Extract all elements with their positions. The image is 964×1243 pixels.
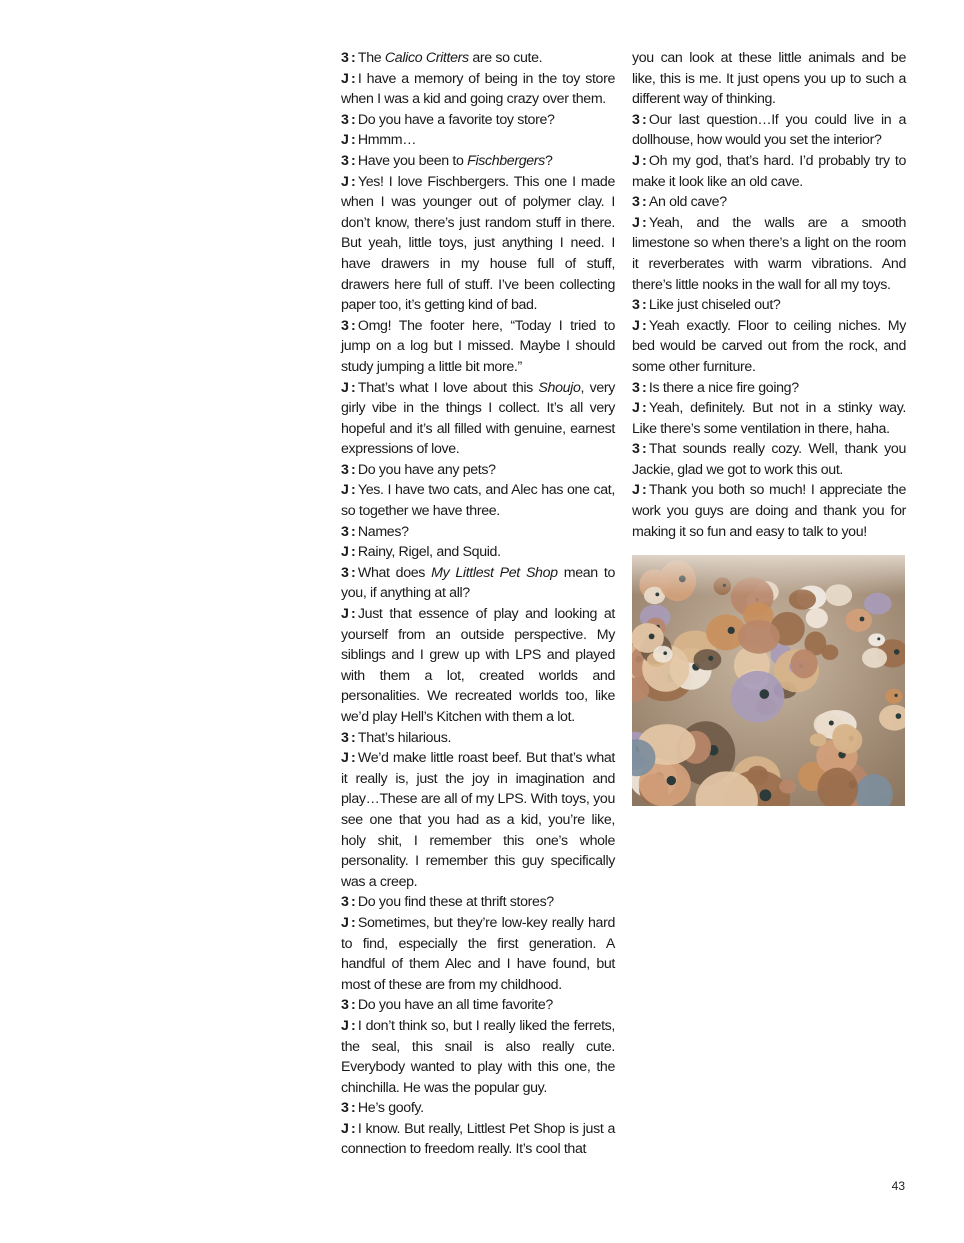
speaker-label: 3 xyxy=(341,1100,349,1117)
interview-paragraph: J : Yes. I have two cats, and Alec has one cat, so together we have three. xyxy=(341,482,615,520)
interview-text: you can look at these little animals and be like, this is me. It just opens you up to such a different way of thinking. xyxy=(632,50,906,108)
lps-toys-photo xyxy=(632,555,905,806)
speaker-label: J xyxy=(632,214,640,231)
interview-paragraph: 3 : He’s goofy. xyxy=(341,1100,424,1117)
toy-figure xyxy=(821,645,838,660)
interview-text: I have a memory of being in the toy store when I was a kid and going crazy over them. xyxy=(341,70,615,108)
interview-paragraph: 3 : Do you have an all time favorite? xyxy=(341,997,553,1014)
interview-paragraph: 3 : Do you have a favorite toy store? xyxy=(341,111,555,128)
interview-text: Do you have an all time favorite? xyxy=(357,997,553,1014)
interview-paragraph: J : Rainy, Rigel, and Squid. xyxy=(341,544,501,561)
speaker-label: J xyxy=(341,544,349,561)
toy-eye xyxy=(895,694,898,697)
interview-text: What does xyxy=(357,564,432,581)
speaker-label: 3 xyxy=(632,194,640,211)
speaker-label: 3 xyxy=(341,50,349,66)
interview-paragraph: J : Sometimes, but they’re low-key really hard to find, especially the first generation. A handful of them Alec and I have found, but most of these are from my childhood. xyxy=(341,914,615,993)
speaker-label: 3 xyxy=(632,111,640,128)
interview-text: An old cave? xyxy=(648,194,727,211)
speaker-label: 3 xyxy=(341,523,349,540)
interview-paragraph: 3 : The Calico Critters are so cute. xyxy=(341,50,543,66)
interview-paragraph: J : Oh my god, that’s hard. I’d probably try to make it look like an old cave. xyxy=(632,152,906,190)
speaker-label: 3 xyxy=(632,379,640,396)
toy-eye xyxy=(894,649,900,655)
toy-eye xyxy=(877,637,880,640)
interview-text: That’s what I love about this xyxy=(357,379,539,396)
toy-figure xyxy=(791,649,818,678)
toy-figure xyxy=(864,593,892,615)
interview-text: mean to you, if anything at all? xyxy=(341,564,616,602)
interview-paragraph: 3 : Omg! The footer here, “Today I tried to jump on a log but I missed. Maybe I should study jumping a little bit more.” xyxy=(341,317,615,375)
speaker-label: J xyxy=(632,400,640,417)
toy-eye xyxy=(663,651,667,655)
interview-paragraph: 3 : Is there a nice fire going? xyxy=(632,379,799,396)
speaker-label: J xyxy=(341,70,349,87)
speaker-label: J xyxy=(341,173,349,190)
speaker-label: 3 xyxy=(341,894,349,911)
interview-paragraph: J : I have a memory of being in the toy store when I was a kid and going crazy over them. xyxy=(341,70,615,108)
speaker-label: 3 xyxy=(341,152,349,169)
interview-text: Do you find these at thrift stores? xyxy=(357,894,554,911)
toy-figure xyxy=(832,724,858,749)
toy-figure xyxy=(779,780,796,794)
interview-text: Yeah exactly. Floor to ceiling niches. My bed would be carved out from the rock, and some other furniture. xyxy=(632,317,906,375)
speaker-label: J xyxy=(632,152,640,169)
interview-text: Hmmm… xyxy=(357,132,417,149)
interview-paragraph: 3 : Do you have any pets? xyxy=(341,461,496,478)
toy-figure xyxy=(747,766,769,786)
italic-title: Calico Critters xyxy=(384,50,469,66)
toy-figure xyxy=(810,733,827,746)
interview-text: Our last question…If you could live in a dollhouse, how would you set the interior? xyxy=(632,111,906,149)
speaker-label: 3 xyxy=(341,111,349,128)
interview-paragraph: J : Just that essence of play and looking at yourself from an outside perspective. My siblings and I grew up with LPS and played with them a lot, created worlds and personalities. We recreated worlds too, like we’d play Hell’s Kitchen with them a lot. xyxy=(341,606,615,725)
interview-text: Is there a nice fire going? xyxy=(648,379,799,396)
toy-eye xyxy=(708,656,713,661)
speaker-label: 3 xyxy=(632,297,640,314)
interview-text: Like just chiseled out? xyxy=(648,297,781,314)
interview-paragraph: J : Yeah, and the walls are a smooth limestone so when there’s a light on the room it reverberates with warm vibrations. And there’s little nooks in the wall for all my toys. xyxy=(632,214,906,293)
toy-eye xyxy=(896,713,902,719)
toy-figure xyxy=(845,609,872,632)
interview-paragraph: 3 : Do you find these at thrift stores? xyxy=(341,894,554,911)
interview-text: We’d make little roast beef. But that’s what it really is, just the joy in imagination and play…These are all of my LPS. With toys, you see one that you had as a kid, you’re like, holy shit, I remember this one’s whole personality. I remember this guy specifically was a creep. xyxy=(341,750,615,890)
interview-text: are so cute. xyxy=(468,50,543,66)
interview-paragraph: J : Hmmm… xyxy=(341,132,417,149)
interview-text: Oh my god, that’s hard. I’d probably try to make it look like an old cave. xyxy=(632,152,906,190)
toy-eye xyxy=(667,776,676,785)
toy-figure xyxy=(862,648,887,668)
toy-figure xyxy=(653,646,673,663)
interview-text: I don’t think so, but I really liked the ferrets, the seal, this snail is also really cute. Everybody wanted to play with this one, the chinchilla. He was the popular guy. xyxy=(341,1017,615,1096)
interview-column-right xyxy=(632,48,906,542)
interview-paragraph: J : Yes! I love Fischbergers. This one I made when I was younger out of polymer clay. I don’t know, there’s just random stuff in there. But yeah, little toys, just anything I need. I have drawers in my house full of stuff, drawers here full of stuff. I’ve been collecting paper too, it’s getting kind of bad. xyxy=(341,173,615,314)
interview-text: , very girly vibe in the things I collect. It’s all very hopeful and it’s all filled with genuine, earnest expressions of love. xyxy=(341,379,615,458)
speaker-label: 3 xyxy=(341,729,349,746)
interview-paragraph: J : Yeah, definitely. But not in a stinky way. Like there’s some ventilation in there, haha. xyxy=(632,400,906,437)
toy-eye xyxy=(760,689,770,699)
page-number: 43 xyxy=(891,1179,905,1193)
speaker-label: 3 xyxy=(341,317,349,334)
speaker-label: J xyxy=(341,132,349,149)
interview-text: I know. But really, Littlest Pet Shop is just a connection to freedom really. It’s cool that xyxy=(341,1120,615,1158)
interview-text: Do you have any pets? xyxy=(357,461,496,478)
speaker-label: 3 xyxy=(341,997,349,1014)
toy-figure xyxy=(806,608,828,628)
speaker-label: J xyxy=(341,379,349,396)
interview-text: ? xyxy=(544,152,553,169)
interview-paragraph: 3 : Names? xyxy=(341,523,409,540)
interview-text: Omg! The footer here, “Today I tried to jump on a log but I missed. Maybe I should study jumping a little bit more.” xyxy=(341,317,615,375)
toy-eye xyxy=(829,721,834,726)
interview-text: Thank you both so much! I appreciate the work you guys are doing and thank you for making it so fun and easy to talk to you! xyxy=(632,482,906,540)
italic-title: Shoujo xyxy=(538,379,581,396)
speaker-label: 3 xyxy=(341,461,349,478)
interview-text: Rainy, Rigel, and Squid. xyxy=(357,544,501,561)
interview-text: Names? xyxy=(357,523,409,540)
interview-paragraph: J : I don’t think so, but I really liked the ferrets, the seal, this snail is also really cute. Everybody wanted to play with this one, the chinchilla. He was the popular guy. xyxy=(341,1017,615,1096)
interview-paragraph: J : That’s what I love about this Shoujo, very girly vibe in the things I collect. It’s all very hopeful and it’s all filled with genuine, earnest expressions of love. xyxy=(341,379,615,458)
interview-text: That’s hilarious. xyxy=(357,729,452,746)
speaker-label: J xyxy=(341,750,349,767)
interview-paragraph: 3 : An old cave? xyxy=(632,194,727,211)
interview-paragraph: 3 : That’s hilarious. xyxy=(341,729,452,746)
italic-title: Fischbergers xyxy=(467,152,545,169)
interview-text: Yeah, and the walls are a smooth limestone so when there’s a light on the room it reverberates with warm vibrations. And there’s little nooks in the wall for all my toys. xyxy=(632,214,906,293)
speaker-label: J xyxy=(341,482,349,499)
toy-eye xyxy=(649,634,655,640)
toy-figure xyxy=(731,671,784,723)
interview-column-left xyxy=(341,48,615,1160)
interview-text: Yes. I have two cats, and Alec has one cat, so together we have three. xyxy=(341,482,615,520)
interview-paragraph: J : Yeah exactly. Floor to ceiling niches. My bed would be carved out from the rock, and some other furniture. xyxy=(632,317,906,375)
interview-text: Just that essence of play and looking at yourself from an outside perspective. My siblings and I grew up with LPS and played with them a lot, created worlds and personalities. We recreated worlds too, like we’d play Hell’s Kitchen with them a lot. xyxy=(341,606,615,725)
interview-text: That sounds really cozy. Well, thank you Jackie, glad we got to work this out. xyxy=(632,441,906,478)
toy-figure xyxy=(738,620,780,654)
toy-pile-image xyxy=(632,555,905,806)
toy-figure xyxy=(885,689,902,704)
interview-text: He’s goofy. xyxy=(357,1100,424,1117)
interview-paragraph: J : We’d make little roast beef. But that’s what it really is, just the joy in imagination and play…These are all of my LPS. With toys, you see one that you had as a kid, you’re like, holy shit, I remember this one’s whole personality. I remember this guy specifically was a creep. xyxy=(341,750,615,890)
speaker-label: J xyxy=(632,317,640,334)
interview-text: Have you been to xyxy=(357,152,468,169)
interview-text: Yes! I love Fischbergers. This one I made when I was younger out of polymer clay. I don’t know, there’s just random stuff in there. But yeah, little toys, just anything I need. I have drawers in my house full of stuff, drawers here full of stuff. I’ve been collecting paper too, it’s getting kind of bad. xyxy=(341,173,615,314)
interview-text: Do you have a favorite toy store? xyxy=(357,111,555,128)
interview-paragraph: 3 : What does My Littlest Pet Shop mean to you, if anything at all? xyxy=(341,564,616,602)
toy-figure xyxy=(694,649,722,670)
interview-text: Yeah, definitely. But not in a stinky way. Like there’s some ventilation in there, haha. xyxy=(632,400,906,437)
speaker-label: J xyxy=(632,482,640,499)
speaker-label: J xyxy=(341,606,349,623)
interview-paragraph: J : I know. But really, Littlest Pet Shop is just a connection to freedom really. It’s cool that xyxy=(341,1120,615,1158)
toy-eye xyxy=(760,789,772,801)
interview-paragraph: J : Thank you both so much! I appreciate the work you guys are doing and thank you for making it so fun and easy to talk to you! xyxy=(632,482,906,540)
interview-paragraph: 3 : Like just chiseled out? xyxy=(632,297,781,314)
toy-eye xyxy=(728,627,735,634)
interview-paragraph: 3 : Our last question…If you could live in a dollhouse, how would you set the interior? xyxy=(632,111,906,149)
interview-paragraph: 3 : That sounds really cozy. Well, thank you Jackie, glad we got to work this out. xyxy=(632,441,906,478)
italic-title: My Littlest Pet Shop xyxy=(431,564,558,581)
toy-eye xyxy=(860,617,865,622)
speaker-label: J xyxy=(341,914,349,931)
interview-text: The xyxy=(357,50,385,66)
speaker-label: J xyxy=(341,1120,349,1137)
interview-paragraph: 3 : Have you been to Fischbergers? xyxy=(341,152,553,169)
speaker-label: J xyxy=(341,1017,349,1034)
speaker-label: 3 xyxy=(341,564,349,581)
interview-text: Sometimes, but they’re low-key really hard to find, especially the first generation. A handful of them Alec and I have found, but most of these are from my childhood. xyxy=(341,914,615,993)
interview-paragraph xyxy=(632,48,906,110)
toy-figure xyxy=(868,633,885,646)
speaker-label: 3 xyxy=(632,441,640,458)
